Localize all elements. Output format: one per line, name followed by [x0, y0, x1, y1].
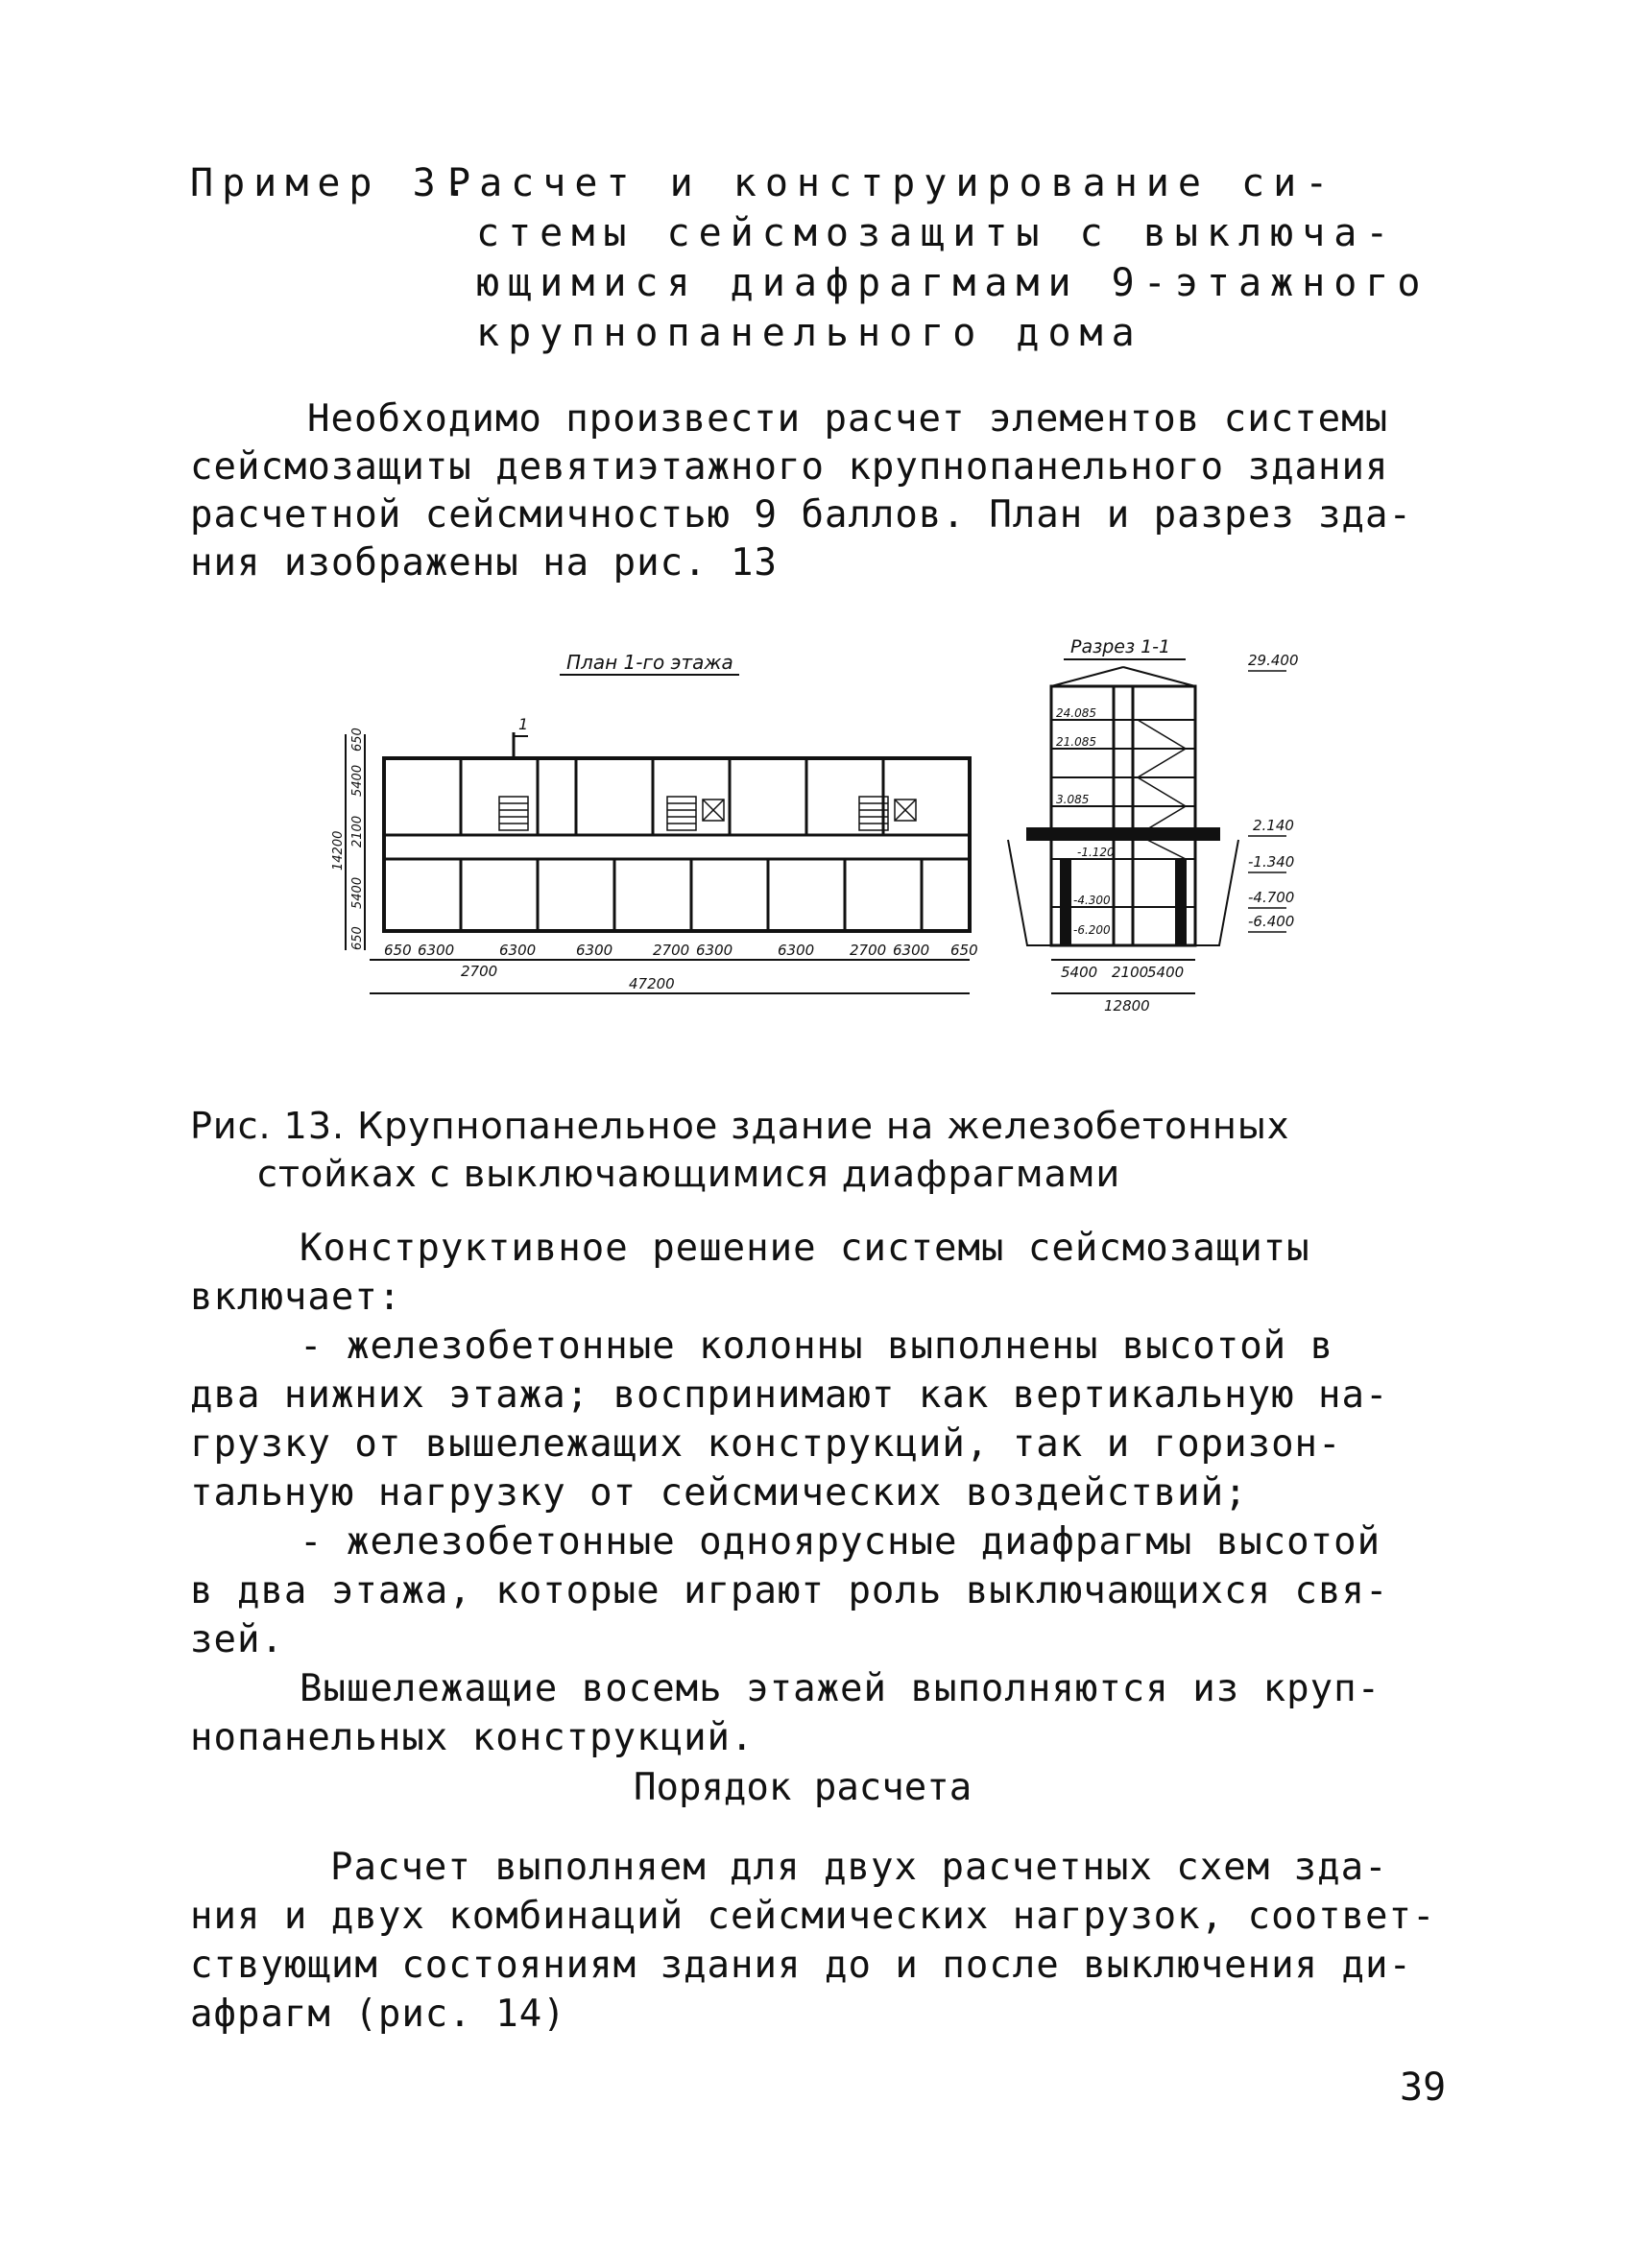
plan-bottom-dim: 650	[384, 942, 412, 959]
page-number: 39	[1400, 2065, 1447, 2110]
plan-title: План 1-го этажа	[566, 651, 733, 674]
figure-13	[288, 629, 1392, 1041]
caption-line-1: Рис. 13. Крупнопанельное здание на железобетонных	[190, 1105, 1290, 1147]
plan-left-dim: 650	[350, 926, 365, 950]
section-level: -6.400	[1248, 913, 1295, 930]
final-line: ствующим состояниям здания до и после выключения ди-	[190, 1944, 1412, 1987]
body-line: - железобетонные колонны выполнены высотой в	[300, 1325, 1334, 1368]
section-level-inside: 24.085	[1056, 706, 1096, 720]
plan-bottom-dim: 2700	[850, 942, 887, 959]
body-line: в два этажа, которые играют роль выключающихся свя-	[190, 1569, 1389, 1612]
final-line: Расчет выполняем для двух расчетных схем зда-	[330, 1846, 1388, 1889]
section-title: Разрез 1-1	[1070, 636, 1171, 657]
plan-left-dim: 5400	[350, 876, 365, 909]
body-text	[190, 1224, 1388, 1762]
section-level-inside: -6.200	[1073, 923, 1111, 937]
heading-line-1: Расчет и конструирование си-	[447, 161, 1337, 205]
cut-marker: 1	[518, 715, 529, 733]
section-level: -1.340	[1248, 853, 1295, 871]
section-level: 29.400	[1248, 652, 1299, 669]
section-bottom-dim: 5400	[1147, 964, 1185, 981]
plan-left-dim: 650	[350, 728, 365, 752]
figure-drawing	[288, 629, 1392, 1041]
body-line: тальную нагрузку от сейсмических воздействий;	[190, 1471, 1248, 1515]
plan-bottom-dim: 2700	[653, 942, 690, 959]
plan-bottom-dim: 650	[950, 942, 978, 959]
intro-line: ния изображены на рис. 13	[190, 541, 778, 585]
plan-bottom-dim: 6300	[778, 942, 815, 959]
plan-bottom-dim: 6300	[499, 942, 537, 959]
plan-left-dim: 5400	[350, 764, 365, 797]
section-total: 12800	[1104, 997, 1150, 1015]
plan-total: 47200	[629, 975, 675, 992]
intro-line: сейсмозащиты девятиэтажного крупнопанельного здания	[190, 445, 1389, 489]
body-line: Вышележащие восемь этажей выполняются из круп-	[300, 1667, 1381, 1710]
section-level: -4.700	[1248, 889, 1295, 906]
body-line: грузку от вышележащих конструкций, так и горизон-	[190, 1422, 1342, 1466]
ground-slab	[1027, 828, 1219, 840]
section-level: 2.140	[1253, 817, 1294, 834]
figure-caption	[190, 1102, 1289, 1198]
heading-line-3: ющимися диафрагмами 9-этажного	[476, 261, 1429, 305]
column-left	[1061, 859, 1070, 945]
column-right	[1176, 859, 1186, 945]
plan-stairs	[499, 797, 916, 830]
example-label: Пример 3.	[190, 161, 476, 205]
roof-right	[1123, 667, 1195, 686]
body-line: два нижних этажа; воспринимают как вертикальную на-	[190, 1373, 1389, 1417]
plan-bottom-dim: 6300	[893, 942, 930, 959]
plan-bottom-dim: 6300	[576, 942, 613, 959]
caption-line-2: стойках с выключающимися диафрагмами	[257, 1153, 1121, 1195]
section-heading: Порядок расчета	[634, 1766, 973, 1809]
roof-left	[1051, 667, 1123, 686]
body-line: Конструктивное решение системы сейсмозащиты	[300, 1227, 1310, 1270]
plan-bottom-dim: 6300	[696, 942, 733, 959]
section-level-inside: 21.085	[1056, 735, 1096, 749]
plan-left-dim: 2100	[350, 815, 365, 848]
body-line: включает:	[190, 1276, 402, 1319]
plan-left-total: 14200	[331, 830, 346, 871]
plan-bottom-dim: 6300	[418, 942, 455, 959]
final-line: афрагм (рис. 14)	[190, 1993, 566, 2036]
intro-paragraph	[190, 395, 1412, 587]
body-line: - железобетонные одноярусные диафрагмы высотой	[300, 1520, 1381, 1564]
plan-cross-walls	[461, 758, 922, 931]
plan-bottom-sub-dim: 2700	[461, 963, 498, 980]
excavation	[1008, 840, 1238, 945]
section-level-inside: -1.120	[1077, 846, 1115, 859]
section-bottom-dim: 2100	[1112, 964, 1149, 981]
heading-line-4: крупнопанельного дома	[476, 311, 1143, 355]
heading-line-2: стемы сейсмозащиты с выключа-	[476, 211, 1398, 255]
intro-line: расчетной сейсмичностью 9 баллов. План и разрез зда-	[190, 493, 1412, 537]
body-line: нопанельных конструкций.	[190, 1716, 755, 1759]
section-level-inside: -4.300	[1073, 894, 1111, 907]
section-bottom-dim: 5400	[1061, 964, 1098, 981]
intro-line: Необходимо произвести расчет элементов системы	[307, 397, 1389, 441]
final-paragraph	[190, 1843, 1435, 2039]
body-line: зей.	[190, 1618, 284, 1661]
section-level-inside: 3.085	[1056, 793, 1090, 806]
final-line: ния и двух комбинаций сейсмических нагрузок, соответ-	[190, 1895, 1436, 1938]
